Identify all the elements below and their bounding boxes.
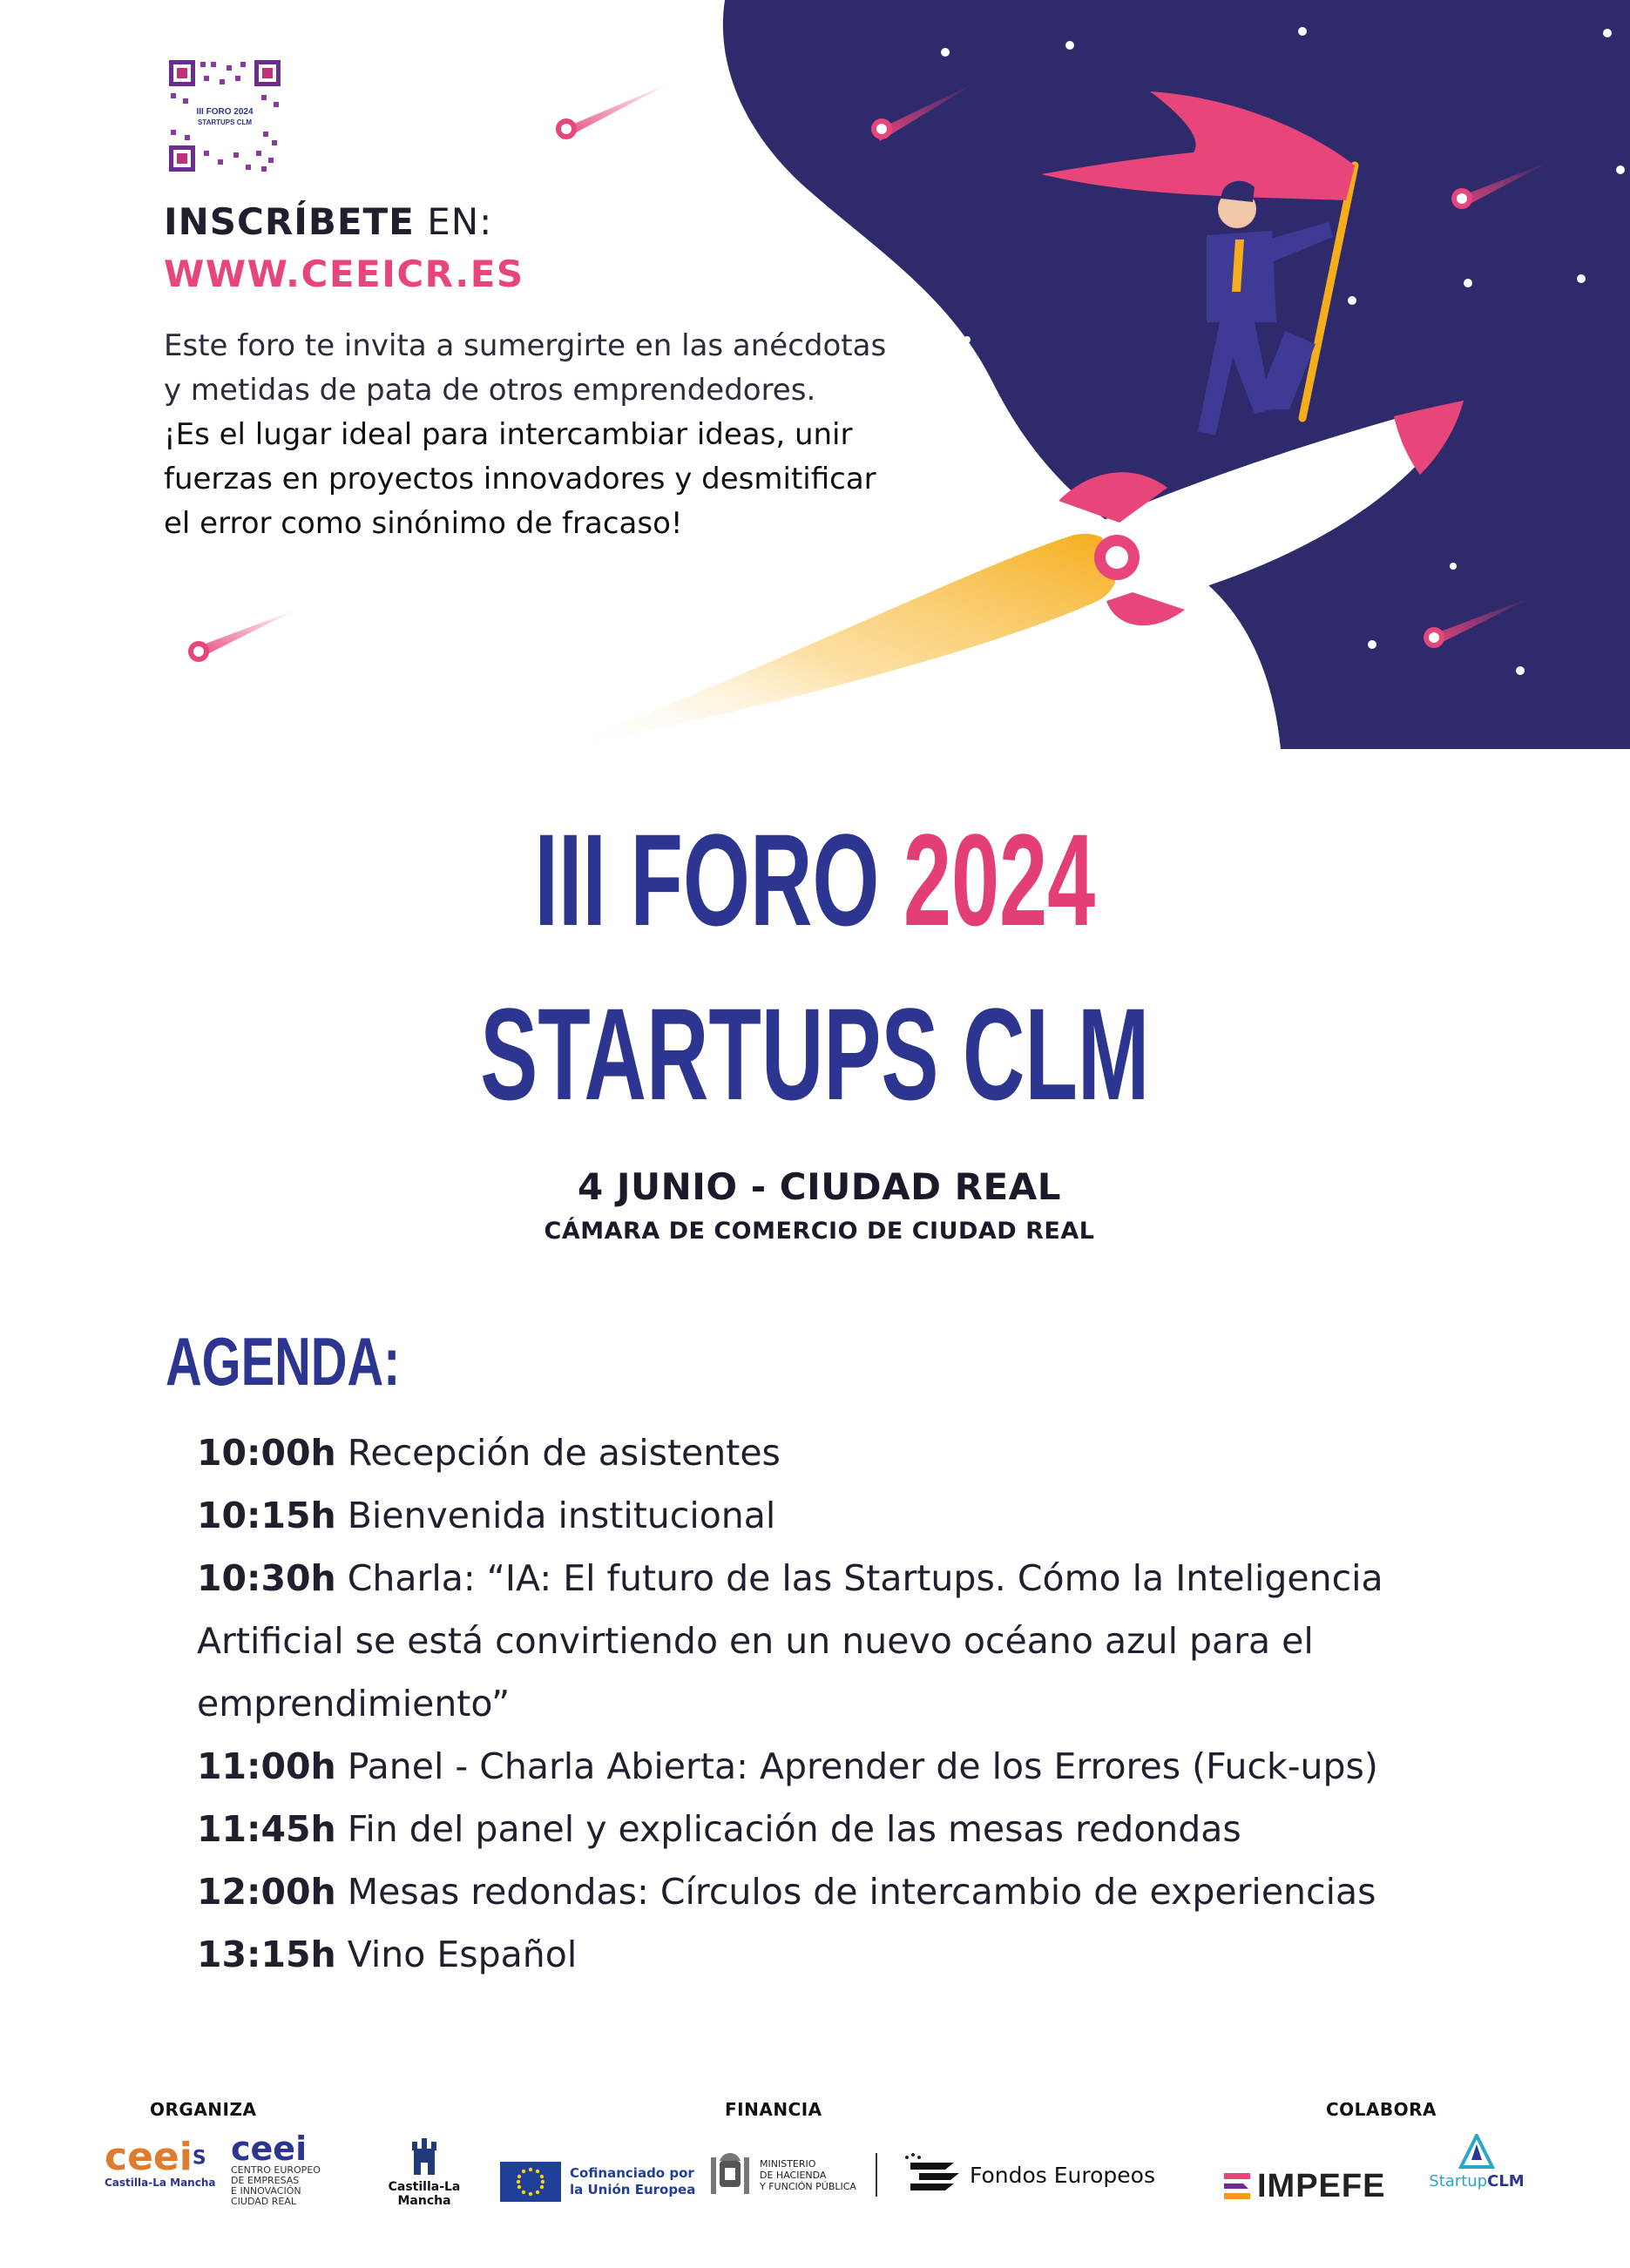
- agenda-heading: AGENDA:: [166, 1323, 401, 1400]
- footer-label-colabora: COLABORA: [1326, 2099, 1437, 2120]
- register-url-link[interactable]: WWW.CEEICR.ES: [164, 253, 524, 295]
- agenda-text: Fin del panel y explicación de las mesas redondas: [335, 1808, 1241, 1850]
- startup-clm-a: Startup: [1429, 2172, 1488, 2190]
- qr-label-top: III FORO 2024: [196, 107, 254, 117]
- fondos-europeos-logo: [902, 2144, 1155, 2205]
- agenda-list: [197, 1421, 1478, 1986]
- event-title-line-1: [277, 807, 1353, 953]
- ministerio-line: MINISTERIO: [760, 2157, 816, 2170]
- agenda-text-strong: Charla: “IA: El futuro de las Startups.: [335, 1557, 1006, 1599]
- register-heading: [164, 200, 492, 243]
- agenda-time: 10:00h: [197, 1432, 336, 1474]
- event-date-place: 4 JUNIO - CIUDAD REAL: [578, 1165, 1061, 1208]
- castle-icon: [409, 2138, 439, 2177]
- footer-label-organiza: ORGANIZA: [150, 2099, 257, 2120]
- ministerio-hacienda-logo: [707, 2144, 877, 2205]
- title-text: III FORO: [534, 807, 903, 953]
- startup-clm-logo: [1416, 2134, 1538, 2195]
- jccm-name: Castilla-La Mancha: [388, 2180, 461, 2208]
- ceei-cr-line: E INNOVACIÓN: [231, 2185, 301, 2197]
- impefe-logo: [1224, 2156, 1385, 2217]
- agenda-item: [197, 1923, 1478, 1986]
- agenda-text-cont: Artificial se está convirtiendo en un nuevo océano azul para el: [197, 1620, 1314, 1662]
- ceeis-sup: S: [192, 2147, 206, 2170]
- ceeis-name: ceei: [105, 2135, 193, 2179]
- ceei-cr-name: ceei: [231, 2130, 308, 2168]
- footer-label-financia: FINANCIA: [725, 2099, 822, 2120]
- agenda-text-cont: emprendimiento”: [197, 1683, 511, 1725]
- spain-coat-of-arms-icon: [707, 2149, 753, 2201]
- register-prefix: INSCRÍBETE: [164, 200, 415, 243]
- event-venue: CÁMARA DE COMERCIO DE CIUDAD REAL: [544, 1218, 1095, 1245]
- ceeis-region: Castilla-La Mancha: [105, 2177, 216, 2189]
- eu-flag-icon: [500, 2162, 561, 2202]
- intro-text: [164, 324, 1035, 546]
- impefe-name: IMPEFE: [1257, 2167, 1386, 2204]
- event-title-line-2: STARTUPS CLM: [480, 981, 1150, 1127]
- qr-code[interactable]: [166, 57, 284, 175]
- agenda-text: Cómo la Inteligencia: [1005, 1557, 1383, 1599]
- agenda-text: Recepción de asistentes: [335, 1432, 781, 1474]
- intro-line: fuerzas en proyectos innovadores y desmitificar: [164, 462, 876, 496]
- agenda-time: 11:00h: [197, 1745, 336, 1787]
- startup-clm-b: CLM: [1487, 2172, 1525, 2190]
- agenda-text: Vino Español: [335, 1934, 578, 1975]
- agenda-item: [197, 1860, 1478, 1923]
- agenda-item: [197, 1798, 1478, 1860]
- eu-line: la Unión Europea: [570, 2182, 696, 2197]
- divider: [876, 2153, 877, 2197]
- fondos-europeos-text: Fondos Europeos: [970, 2162, 1156, 2188]
- agenda-item: [197, 1547, 1478, 1735]
- agenda-time: 11:45h: [197, 1808, 336, 1850]
- rocket-icon: [1458, 2134, 1496, 2169]
- agenda-item: [197, 1735, 1478, 1798]
- agenda-time: 12:00h: [197, 1871, 336, 1913]
- impefe-icon: [1224, 2171, 1254, 2201]
- qr-label-bottom: STARTUPS CLM: [197, 118, 253, 126]
- agenda-item: [197, 1484, 1478, 1547]
- agenda-text: Bienvenida institucional: [335, 1495, 776, 1536]
- ceeis-logo: [105, 2135, 216, 2199]
- intro-line: Este foro te invita a sumergirte en las anécdotas: [164, 328, 887, 363]
- fondos-europeos-icon: [902, 2150, 963, 2199]
- agenda-item: [197, 1421, 1478, 1484]
- intro-line: ¡Es el lugar ideal para intercambiar ideas, unir: [164, 417, 853, 452]
- agenda-text: Panel - Charla Abierta: Aprender de los Errores (Fuck-ups): [335, 1745, 1378, 1787]
- intro-line: y metidas de pata de otros emprendedores.: [164, 373, 816, 408]
- ceei-cr-line: CIUDAD REAL: [231, 2196, 296, 2207]
- agenda-time: 10:30h: [197, 1557, 336, 1599]
- ministerio-line: Y FUNCIÓN PÚBLICA: [760, 2180, 856, 2192]
- intro-line: el error como sinónimo de fracaso!: [164, 506, 683, 541]
- ceei-cr-line: DE EMPRESAS: [231, 2175, 300, 2186]
- agenda-time: 13:15h: [197, 1934, 336, 1975]
- register-suffix: EN:: [414, 200, 493, 243]
- ceei-ciudad-real-logo: [231, 2130, 321, 2207]
- jccm-logo: [376, 2138, 472, 2208]
- agenda-time: 10:15h: [197, 1495, 336, 1536]
- eu-cofinanced-logo: [500, 2151, 695, 2212]
- ceei-cr-line: CENTRO EUROPEO: [231, 2164, 321, 2176]
- ministerio-line: DE HACIENDA: [760, 2169, 827, 2181]
- rocket-flame: [558, 534, 1119, 749]
- agenda-text: Mesas redondas: Círculos de intercambio de experiencias: [335, 1871, 1376, 1913]
- eu-line: Cofinanciado por: [570, 2165, 694, 2181]
- title-year: 2024: [903, 807, 1096, 953]
